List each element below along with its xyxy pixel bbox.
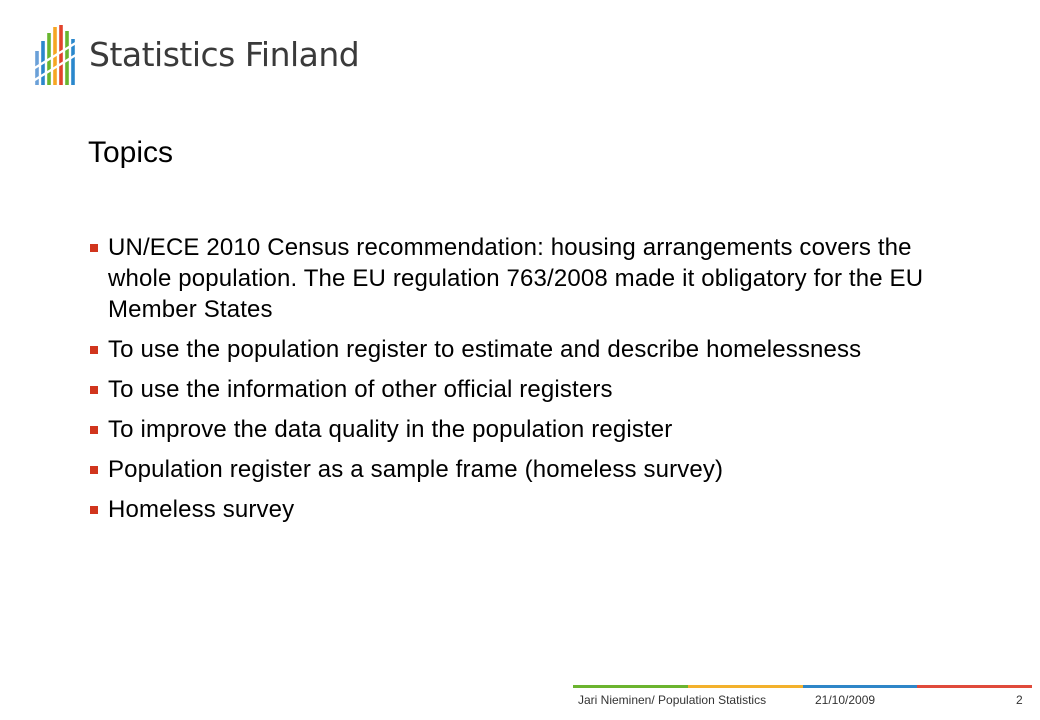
footer-color-bar [573,685,1032,688]
brand-name: Statistics Finland [89,34,360,74]
footer-bar-green [573,685,688,688]
list-item [90,232,970,325]
bullet-square-icon [90,386,98,394]
footer-date: 21/10/2009 [815,693,876,707]
list-item [90,374,970,405]
footer-bar-yellow [688,685,803,688]
footer-bar-blue [803,685,918,688]
topic-list [90,232,970,534]
bullet-square-icon [90,426,98,434]
statistics-finland-logo [33,22,359,86]
list-item [90,494,970,525]
footer-author: Jari Nieminen/ Population Statistics [578,693,767,707]
bullet-square-icon [90,506,98,514]
bullet-text: To use the information of other official registers [108,376,613,403]
bullet-text: To improve the data quality in the population register [108,416,673,443]
list-item [90,454,970,485]
bullet-square-icon [90,346,98,354]
list-item [90,414,970,445]
bullet-text: To use the population register to estimate and describe homelessness [108,336,862,363]
bullet-square-icon [90,466,98,474]
bullet-square-icon [90,244,98,252]
slide-title: Topics [88,136,174,169]
bullet-text: Population register as a sample frame (homeless survey) [108,456,724,483]
footer-bar-red [917,685,1032,688]
list-item [90,334,970,365]
footer-page-number: 2 [1016,693,1023,707]
statistics-finland-logo-icon [33,23,79,85]
bullet-text: Homeless survey [108,496,295,523]
bullet-text: UN/ECE 2010 Census recommendation: housing arrangements covers the whole population. The EU regulation 763/2008 made it obligatory for the EU Member States [108,234,924,323]
